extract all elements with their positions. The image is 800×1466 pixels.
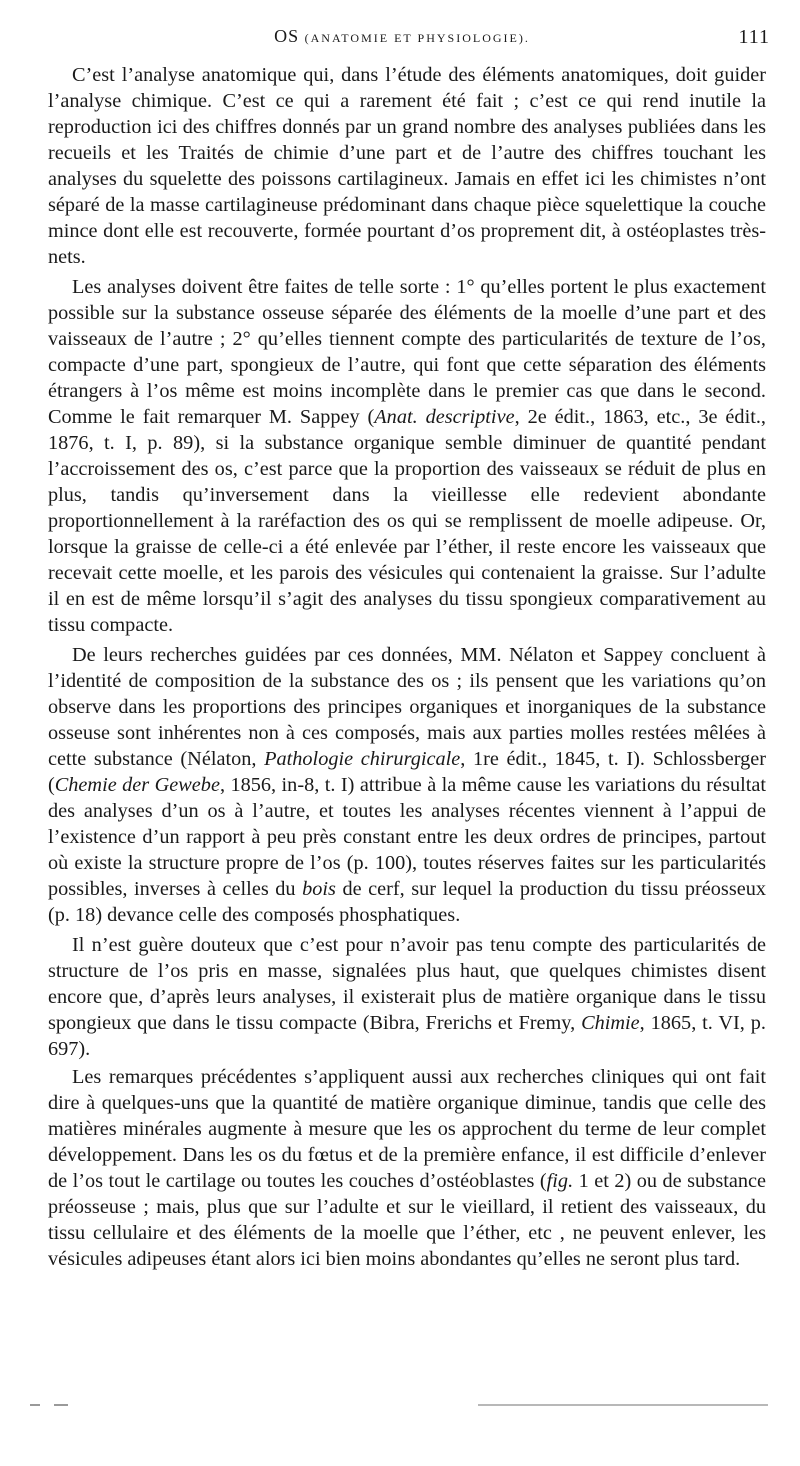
paragraph-3-text-b: , 1re édit., 1845, t. I). Schlossberger ( (48, 748, 767, 796)
figure-ref-italic: fig. (546, 1170, 574, 1192)
book-title-italic: Chimie (581, 1012, 640, 1034)
paragraph-3-text-c: , 1856, in-8, t. I) attribue à la même cause les variations du résultat des analyses d’un os à l’autre, et toutes les analyses récentes viennent à l’appui de l’existence d’un rapport à peu près constant entre les deux ordres de principes, partout où existe la structure propre de l’os (p. 100), toutes réserves faites sur les particularités possibles, inverses à celles du (48, 774, 767, 900)
bottom-print-marks (30, 1404, 770, 1410)
paragraph-2-text-a: Les analyses doivent être faites de telle sorte : 1° qu’elles portent le plus exactement possible sur la substance osseuse séparée des éléments de la moelle d’une part et des vaisseaux de l’autre ; 2° qu’elles tiennent compte des particularités de texture de l’os, compacte d’une part, spongieux de l’autre, qui font que cette séparation des éléments étrangers à l’os même est moins incomplète dans le premier cas que dans le second. Comme le fait remarquer M. Sappey ( (48, 276, 766, 428)
running-title-sub: (ANATOMIE ET PHYSIOLOGIE). (304, 31, 530, 45)
paragraph-2-text-b: , 2e édit., 1863, etc., 3e édit., 1876, t. I, p. 89), si la substance organique semble diminuer de quantité pendant l’accroissement des os, c’est parce que la proportion des vaisseaux se réduit de plus en plus, tandis qu’inversement dans la vieillesse elle redevient abondante proportionnellement à la raréfaction des os qui se remplissent de moelle adipeuse. Or, lorsque la graisse de celle-ci a été enlevée par l’éther, il reste encore les vaisseaux que recevait cette moelle, et les parois des vésicules qui contenaient la graisse. Sur l’adulte il en est de même lorsqu’il s’agit des analyses du tissu spongieux comparativement au tissu compacte. (48, 406, 766, 636)
paragraph-5-text-b: 1 et 2) ou de substance préosseuse ; mais, plus que sur l’adulte et sur le vieillard, il retient des vaisseaux, du tissu cellulaire et des éléments de la moelle que l’éther, etc , ne peuvent enlever, les vésicules adipeuses étant alors ici bien moins abondantes qu’elles ne seront plus tard. (48, 1170, 766, 1270)
running-title (274, 26, 530, 47)
paragraph-5 (48, 1064, 766, 1272)
book-title-italic: Anat. descriptive (374, 406, 515, 428)
book-page (48, 26, 770, 1276)
print-mark (30, 1404, 40, 1406)
paragraph-4 (48, 932, 766, 1062)
running-head (48, 26, 770, 56)
paragraph-3-text-a: De leurs recherches guidées par ces données, MM. Nélaton et Sappey concluent à l’identité de composition de la substance des os ; ils pensent que les variations qu’on observe dans les proportions des principes organiques et inorganiques de la substance osseuse sont inhérentes non à ces composés, mais aux parties molles restées mêlées à cette substance (Nélaton, (48, 644, 766, 770)
book-title-italic: Pathologie chirurgicale (264, 748, 461, 770)
print-mark (478, 1404, 768, 1406)
paragraph-1-text: C’est l’analyse anatomique qui, dans l’étude des éléments anatomiques, doit guider l’analyse chimique. C’est ce qui a rarement été fait ; c’est ce qui rend inutile la reproduction ici des chiffres donnés par un grand nombre des analyses publiées dans les recueils et les Traités de chimie d’une part et de l’autre des chiffres touchant les analyses du squelette des poissons cartilagineux. Jamais en effet ici les chimistes n’ont séparé de la masse cartilagineuse prédominant dans chaque pièce squelettique la couche mince dont elle est recouverte, formée pourtant d’os proprement dit, à ostéoplastes très-nets. (48, 64, 766, 268)
body-text (48, 62, 766, 1272)
running-title-main: OS (274, 26, 300, 46)
paragraph-2 (48, 274, 766, 638)
paragraph-1 (48, 62, 766, 270)
paragraph-4-text-a: Il n’est guère douteux que c’est pour n’avoir pas tenu compte des particularités de structure de l’os pris en masse, signalées plus haut, que quelques chimistes disent encore que, d’après leurs analyses, il existerait plus de matière organique dans le tissu spongieux que dans le tissu compacte (Bibra, Frerichs et Fremy, (48, 934, 766, 1034)
term-italic: bois (302, 878, 336, 900)
paragraph-4-text-b: , 1865, t. VI, p. 697). (48, 1012, 766, 1060)
paragraph-3 (48, 642, 766, 928)
paragraph-5-text-a: Les remarques précédentes s’appliquent aussi aux recherches cliniques qui ont fait dire à quelques-uns que la quantité de matière organique diminue, tandis que celle des matières minérales augmente à mesure que les os approchent du terme de leur complet développement. Dans les os du fœtus et de la première enfance, il est difficile d’enlever de l’os tout le cartilage ou toutes les couches d’ostéoblastes ( (48, 1066, 766, 1192)
page-number: 111 (738, 26, 770, 48)
print-mark (54, 1404, 68, 1406)
paragraph-3-text-d: de cerf, sur lequel la production du tissu préosseux (p. 18) devance celle des composés phosphatiques. (48, 878, 766, 926)
book-title-italic: Chemie der Gewebe (54, 774, 220, 796)
